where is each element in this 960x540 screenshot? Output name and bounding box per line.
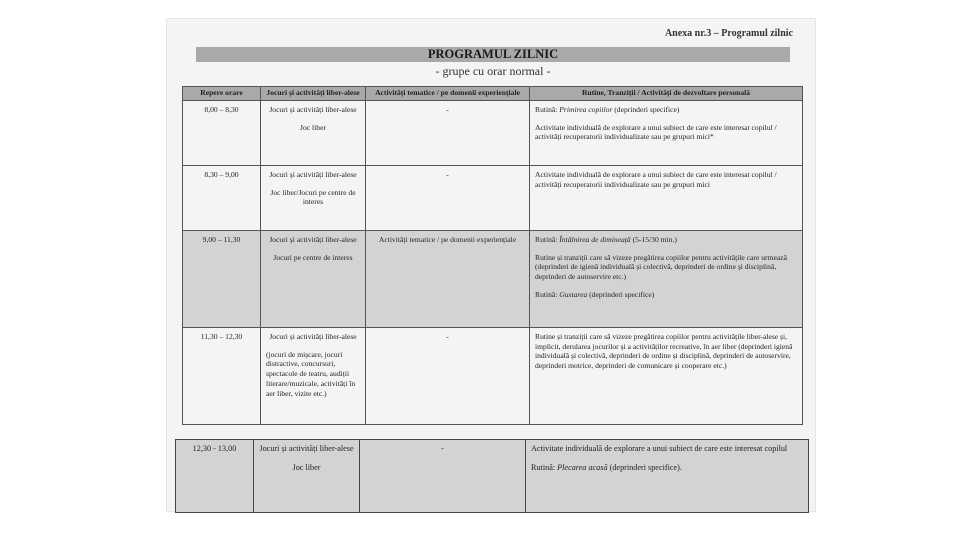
document-page [166, 18, 816, 512]
routine-italic: Întâlnirea de dimineață [559, 234, 631, 244]
table-row [176, 440, 809, 513]
routine-cell: Rutine și tranziții care să vizeze pregătirea copiilor pentru activitățile liber-alese și, implicit, derularea jocurilor și a activităților recreative, în aer liber (deprinderi igienă individuală și colectivă, deprinderi de ordine și disciplină, deprinderi de autoservire, deprinderi motrice, deprinderi de comunicare și cooperare etc.) [530, 327, 803, 424]
domain-cell: - [366, 165, 530, 230]
schedule-table [182, 86, 803, 425]
time-cell: 8,00 – 8,30 [183, 100, 261, 165]
play-main: Jocuri și activități liber-alese [269, 331, 357, 341]
time-cell: 11,30 – 12,30 [183, 327, 261, 424]
play-main: Jocuri și activități liber-alese [259, 444, 354, 453]
routine-prefix: Rutină: [535, 234, 560, 244]
routine-suffix: (5-15/30 min.) [630, 234, 677, 244]
routine-second [531, 463, 803, 474]
play-cell [261, 230, 366, 327]
play-cell [261, 100, 366, 165]
domain-cell: Activități tematice / pe domenii experiențiale [366, 230, 530, 327]
time-cell: 12,30 - 13,00 [176, 440, 254, 513]
table-row [183, 100, 803, 165]
routine-second [535, 290, 797, 300]
table-row [183, 230, 803, 327]
play-cell [254, 440, 360, 513]
play-cell [261, 165, 366, 230]
table-header-row [183, 87, 803, 101]
play-extra: Joc liber [292, 462, 321, 472]
routine-italic: Primirea copiilor [559, 104, 613, 114]
routine-cell [526, 440, 809, 513]
schedule-table-continued [175, 439, 809, 513]
domain-cell: - [360, 440, 526, 513]
routine-cell: Activitate individuală de explorare a unui subiect de care este interesat copilul / activități recuperatorii individualizate sau pe grupuri mici [530, 165, 803, 230]
header-play: Jocuri și activități liber-alese [261, 87, 366, 101]
domain-cell: - [366, 327, 530, 424]
table-row [183, 327, 803, 424]
routine-italic: Plecarea acasă [557, 462, 608, 472]
routine-cell [530, 230, 803, 327]
play-extra: (jocuri de mișcare, jocuri distractive, concursuri, spectacole de teatru, audiții literare/muzicale, activități în aer liber, vizite etc.) [266, 349, 356, 399]
play-main: Jocuri și activități liber-alese [269, 169, 357, 179]
annex-label: Anexa nr.3 – Programul zilnic [664, 28, 793, 39]
time-cell: 9,00 – 11,30 [183, 230, 261, 327]
header-domain: Activități tematice / pe domenii experiențiale [366, 87, 530, 101]
routine-mid: Rutine și tranziții care să vizeze pregătirea copiilor pentru activitățile care urmează (deprinderi de igienă individuală și colectivă, deprinderi de ordine și disciplină, deprinderi de autoservire etc.) [535, 252, 787, 282]
domain-cell: - [366, 100, 530, 165]
page-title: PROGRAMUL ZILNIC [196, 47, 790, 62]
routine-suffix: (deprinderi specifice) [587, 290, 655, 300]
play-extra: Joc liber/Jocuri pe centre de interes [270, 187, 356, 207]
play-extra: Joc liber [300, 122, 326, 132]
table-row [183, 165, 803, 230]
header-routines: Rutine, Tranziții / Activități de dezvoltare personală [530, 87, 803, 101]
play-cell [261, 327, 366, 424]
time-cell: 8,30 – 9,00 [183, 165, 261, 230]
routine-prefix: Rutină: [531, 462, 558, 472]
routine-suffix: (deprinderi specifice) [612, 104, 680, 114]
routine-suffix: (deprinderi specifice). [607, 462, 682, 472]
routine-italic: Gustarea [559, 290, 588, 300]
routine-extra: Activitate individuală de explorare a unui subiect de care este interesat copilul / activități recuperatorii individualizate sau pe grupuri mici* [535, 122, 777, 142]
routine-cell [530, 100, 803, 165]
routine-text: Activitate individuală de explorare a unui subiect de care este interesat copilul [531, 444, 788, 453]
play-main: Jocuri și activități liber-alese [269, 234, 357, 244]
routine-prefix: Rutină: [535, 104, 560, 114]
play-extra: Jocuri pe centre de interes [273, 252, 353, 262]
play-main: Jocuri și activități liber-alese [269, 104, 357, 114]
page-subtitle: - grupe cu orar normal - [435, 64, 551, 78]
routine-prefix: Rutină: [535, 290, 560, 300]
header-time: Repere orare [183, 87, 261, 101]
